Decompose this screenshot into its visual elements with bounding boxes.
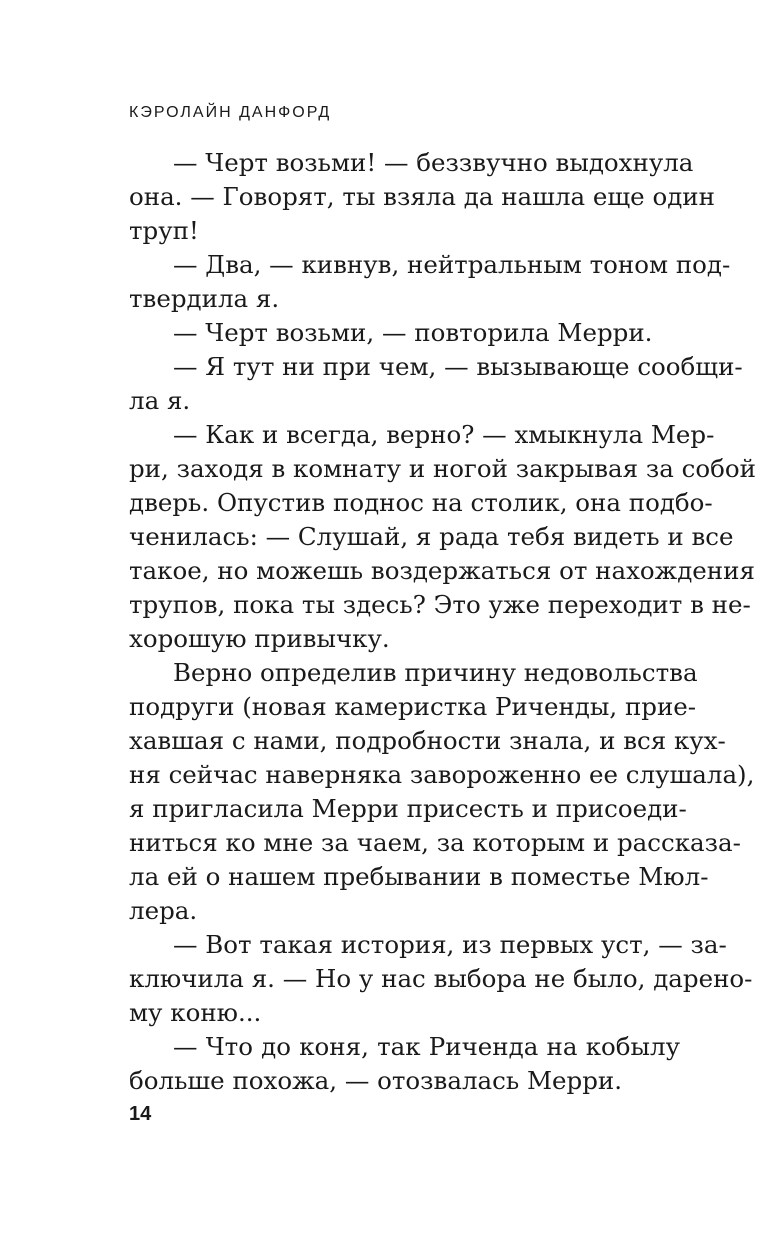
text-line: хавшая с нами, подробности знала, и вся кух-: [129, 726, 726, 755]
text-line: — Черт возьми, — повторила Мерри.: [173, 318, 653, 347]
text-line: твердила я.: [129, 284, 280, 313]
text-line: ла я.: [129, 386, 191, 415]
text-line: — Черт возьми! — беззвучно выдохнула: [173, 148, 694, 177]
text-line: хорошую привычку.: [129, 624, 390, 653]
text-line: я пригласила Мерри присесть и присоеди-: [129, 794, 687, 823]
text-line: она. — Говорят, ты взяла да нашла еще один: [129, 182, 715, 211]
text-line: — Как и всегда, верно? — хмыкнула Мер-: [173, 420, 715, 449]
text-line: больше похожа, — отозвалась Мерри.: [129, 1066, 623, 1095]
text-line: — Вот такая история, из первых уст, — за-: [173, 930, 727, 959]
running-head-author: КЭРОЛАЙН ДАНФОРД: [129, 104, 332, 121]
text-line: дверь. Опустив поднос на столик, она подбо-: [129, 488, 713, 517]
body-text: [129, 146, 756, 1098]
text-line: ключила я. — Но у нас выбора не было, дарено-: [129, 964, 753, 993]
text-line: труп!: [129, 216, 199, 245]
text-line: такое, но можешь воздержаться от нахождения: [129, 556, 755, 585]
text-line: — Два, — кивнув, нейтральным тоном под-: [173, 250, 731, 279]
page-number: 14: [129, 1103, 152, 1125]
text-line: — Что до коня, так Риченда на кобылу: [173, 1032, 680, 1061]
text-line: ниться ко мне за чаем, за которым и рассказа-: [129, 828, 741, 857]
text-line: ла ей о нашем пребывании в поместье Мюл-: [129, 862, 709, 891]
text-line: Верно определив причину недовольства: [173, 658, 698, 687]
text-line: му коню...: [129, 998, 262, 1027]
text-line: подруги (новая камеристка Риченды, прие-: [129, 692, 697, 721]
text-line: ня сейчас наверняка завороженно ее слушала),: [129, 760, 755, 789]
text-line: ченилась: — Слушай, я рада тебя видеть и все: [129, 522, 734, 551]
text-line: ри, заходя в комнату и ногой закрывая за собой: [129, 454, 756, 483]
text-line: — Я тут ни при чем, — вызывающе сообщи-: [173, 352, 743, 381]
text-line: лера.: [129, 896, 198, 925]
text-line: трупов, пока ты здесь? Это уже переходит в не-: [129, 590, 751, 619]
